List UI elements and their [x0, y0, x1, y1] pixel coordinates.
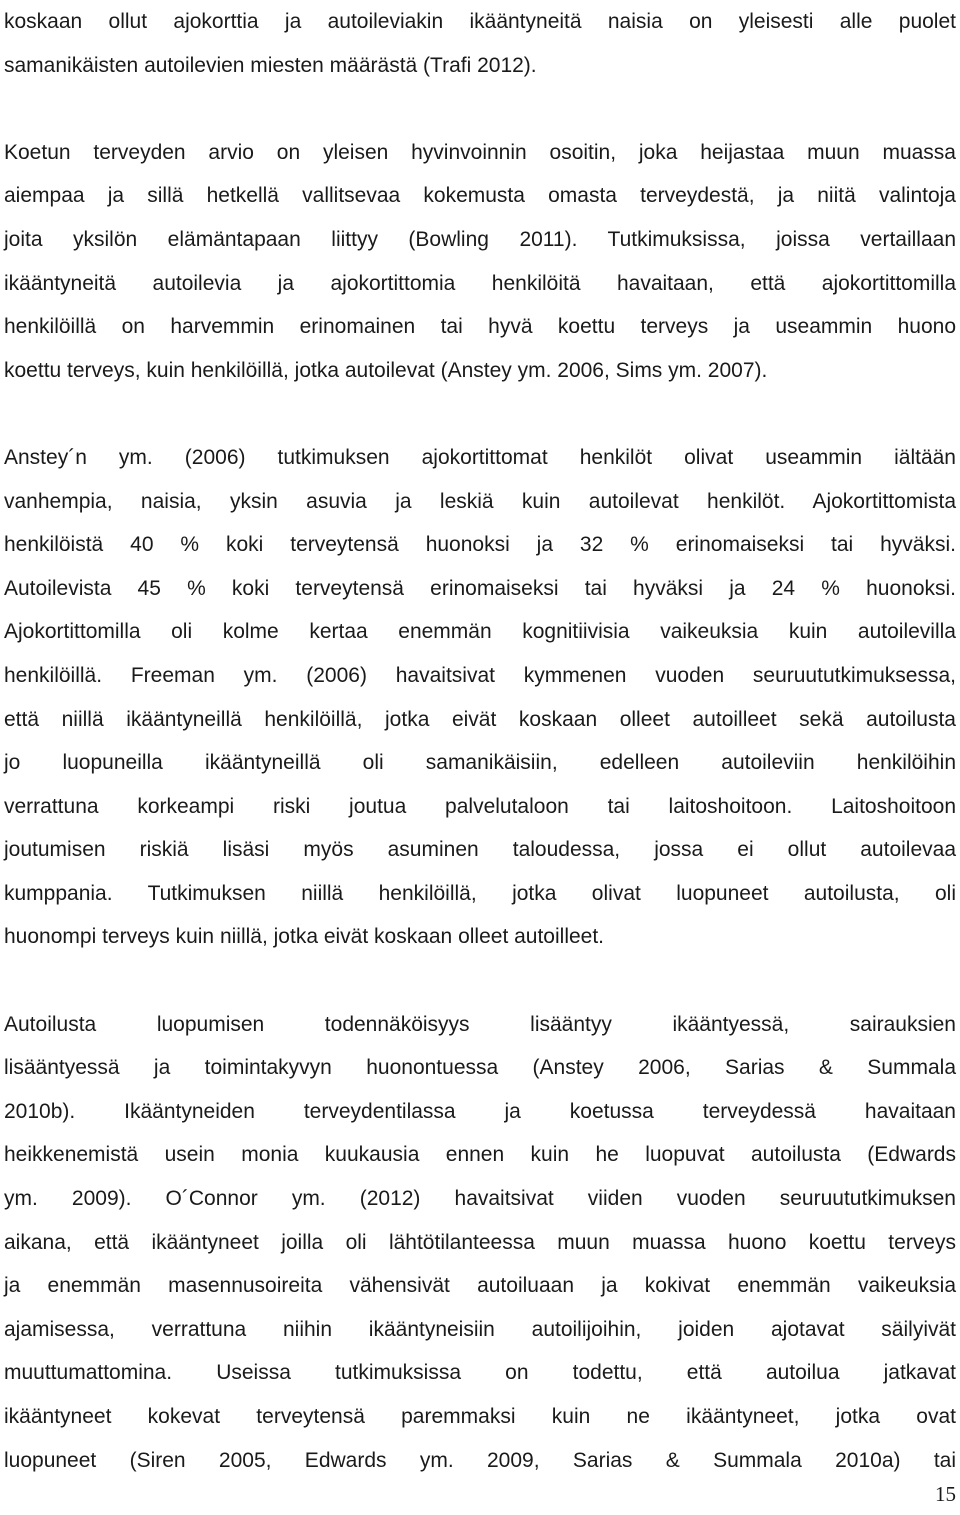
text-line: verrattuna korkeampi riski joutua palvelutaloon tai laitoshoitoon. Laitoshoitoon — [4, 794, 956, 818]
paragraph-4 — [4, 1003, 956, 1483]
text-line: joutumisen riskiä lisäsi myös asuminen taloudessa, jossa ei ollut autoilevaa — [4, 838, 956, 862]
text-line: ajamisessa, verrattuna niihin ikääntyneisiin autoilijoihin, joiden ajotavat säilyivät — [4, 1317, 956, 1341]
text-line: muuttumattomina. Useissa tutkimuksissa on todettu, että autoilua jatkavat — [4, 1361, 956, 1385]
text-line: että niillä ikääntyneillä henkilöillä, jotka eivät koskaan olleet autoilleet sekä autoilusta — [4, 707, 956, 731]
text-line: ikääntyneitä autoilevia ja ajokortittomia henkilöitä havaitaan, että ajokortittomilla — [4, 271, 956, 295]
paragraph-gap — [4, 392, 956, 436]
text-line: Anstey´n ym. (2006) tutkimuksen ajokortittomat henkilöt olivat useammin iältään — [4, 445, 956, 469]
text-line: jo luopuneilla ikääntyneillä oli samanikäisiin, edelleen autoileviin henkilöihin — [4, 751, 956, 775]
page-number: 15 — [935, 1482, 956, 1506]
text-line: Autoilevista 45 % koki terveytensä erinomaiseksi tai hyväksi ja 24 % huonoksi. — [4, 576, 956, 600]
text-line: koskaan ollut ajokorttia ja autoileviakin ikääntyneitä naisia on yleisesti alle puolet — [4, 10, 956, 33]
text-line: vanhempia, naisia, yksin asuvia ja leskiä kuin autoilevat henkilöt. Ajokortittomista — [4, 489, 956, 513]
text-line: lisääntyessä ja toimintakyvyn huonontuessa (Anstey 2006, Sarias & Summala — [4, 1056, 956, 1080]
text-line: ym. 2009). O´Connor ym. (2012) havaitsivat viiden vuoden seuruututkimuksen — [4, 1187, 956, 1211]
paragraph-gap — [4, 959, 956, 1003]
text-line: heikkenemistä usein monia kuukausia ennen kuin he luopuvat autoilusta (Edwards — [4, 1143, 956, 1167]
text-line: ja enemmän masennusoireita vähensivät autoiluaan ja kokivat enemmän vaikeuksia — [4, 1274, 956, 1298]
text-line: henkilöistä 40 % koki terveytensä huonoksi ja 32 % erinomaiseksi tai hyväksi. — [4, 533, 956, 557]
paragraph-3 — [4, 436, 956, 959]
text-line: huonompi terveys kuin niillä, jotka eivät koskaan olleet autoilleet. — [4, 925, 605, 949]
text-line: 2010b). Ikääntyneiden terveydentilassa ja koetussa terveydessä havaitaan — [4, 1099, 956, 1123]
text-line: aiempaa ja sillä hetkellä vallitsevaa kokemusta omasta terveydestä, ja niitä valintoja — [4, 184, 956, 208]
paragraph-gap — [4, 87, 956, 131]
text-line: joita yksilön elämäntapaan liittyy (Bowling 2011). Tutkimuksissa, joissa vertaillaan — [4, 227, 956, 251]
text-line: henkilöillä on harvemmin erinomainen tai hyvä koettu terveys ja useammin huono — [4, 315, 956, 339]
text-line: Autoilusta luopumisen todennäköisyys lisääntyy ikääntyessä, sairauksien — [4, 1012, 956, 1036]
text-line: henkilöillä. Freeman ym. (2006) havaitsivat kymmenen vuoden seuruututkimuksessa, — [4, 663, 956, 687]
paragraph-2 — [4, 131, 956, 393]
text-line: ikääntyneet kokevat terveytensä paremmaksi kuin ne ikääntyneet, jotka ovat — [4, 1405, 956, 1428]
text-line: koettu terveys, kuin henkilöillä, jotka autoilevat (Anstey ym. 2006, Sims ym. 2007). — [4, 358, 768, 382]
text-line: samanikäisten autoilevien miesten määrästä (Trafi 2012). — [4, 53, 537, 77]
text-line: kumppania. Tutkimuksen niillä henkilöillä, jotka olivat luopuneet autoilusta, oli — [4, 881, 956, 905]
text-line: Koetun terveyden arvio on yleisen hyvinvoinnin osoitin, joka heijastaa muun muassa — [4, 140, 956, 164]
text-line: Ajokortittomilla oli kolme kertaa enemmän kognitiivisia vaikeuksia kuin autoilevilla — [4, 620, 956, 644]
document-page — [4, 0, 956, 1482]
text-line: luopuneet (Siren 2005, Edwards ym. 2009, Sarias & Summala 2010a) tai — [4, 1448, 956, 1472]
text-line: aikana, että ikääntyneet joilla oli lähtötilanteessa muun muassa huono koettu terveys — [4, 1230, 956, 1254]
paragraph-1 — [4, 0, 956, 87]
